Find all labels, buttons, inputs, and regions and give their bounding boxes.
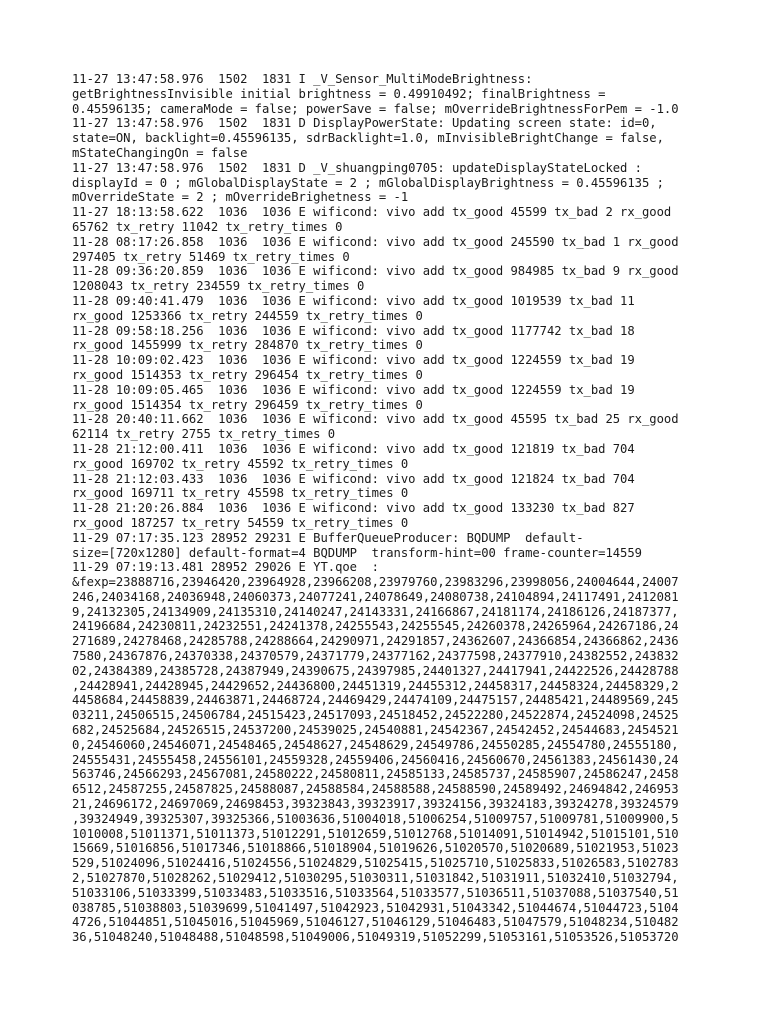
log-line: 15669,51016856,51017346,51018866,51018904,51019626,51020570,51020689,51021953,51023: [72, 841, 679, 856]
log-line: size=[720x1280] default-format=4 BQDUMP transform-hint=00 frame-counter=14559: [72, 545, 642, 560]
log-line: 11-28 10:09:02.423 1036 1036 E wificond: vivo add tx_good 1224559 tx_bad 19: [72, 353, 635, 368]
log-line: 24196684,24230811,24232551,24241378,24255543,24255545,24260378,24265964,24267186,24: [72, 619, 679, 634]
log-line: 682,24525684,24526515,24537200,24539025,24540881,24542367,24542452,24544683,2454521: [72, 723, 679, 738]
log-line: &fexp=23888716,23946420,23964928,23966208,23979760,23983296,23998056,24004644,24007: [72, 575, 679, 590]
log-line: rx_good 169711 tx_retry 45598 tx_retry_times 0: [72, 486, 409, 501]
log-line: ,24428941,24428945,24429652,24436800,24451319,24455312,24458317,24458324,24458329,2: [72, 678, 679, 693]
log-text-block: [72, 72, 698, 945]
log-line: 11-29 07:19:13.481 28952 29026 E YT.qoe :: [72, 560, 379, 575]
log-line: 11-28 08:17:26.858 1036 1036 E wificond: vivo add tx_good 245590 tx_bad 1 rx_good: [72, 234, 679, 249]
log-line: 1010008,51011371,51011373,51012291,51012659,51012768,51014091,51014942,51015101,510: [72, 826, 679, 841]
log-line: state=ON, backlight=0.45596135, sdrBacklight=1.0, mInvisibleBrightChange = false,: [72, 131, 664, 146]
log-line: 9,24132305,24134909,24135310,24140247,24143331,24166867,24181174,24186126,24187377,: [72, 604, 679, 619]
log-line: 02,24384389,24385728,24387949,24390675,24397985,24401327,24417941,24422526,24428788: [72, 663, 679, 678]
log-line: mStateChangingOn = false: [72, 145, 248, 160]
log-line: 2,51027870,51028262,51029412,51030295,51030311,51031842,51031911,51032410,51032794,: [72, 871, 679, 886]
log-line: 246,24034168,24036948,24060373,24077241,24078649,24080738,24104894,24117491,2412081: [72, 589, 679, 604]
log-line: displayId = 0 ; mGlobalDisplayState = 2 ; mGlobalDisplayBrightness = 0.45596135 ;: [72, 175, 664, 190]
log-line: 51033106,51033399,51033483,51033516,51033564,51033577,51036511,51037088,51037540,51: [72, 885, 679, 900]
log-line: 6512,24587255,24587825,24588087,24588584,24588588,24588590,24589492,24694842,246953: [72, 782, 679, 797]
log-line: 0,24546060,24546071,24548465,24548627,24548629,24549786,24550285,24554780,24555180,: [72, 737, 679, 752]
log-line: 65762 tx_retry 11042 tx_retry_times 0: [72, 219, 343, 234]
log-line: 4458684,24458839,24463871,24468724,24469429,24474109,24475157,24485421,24489569,245: [72, 693, 679, 708]
log-line: 529,51024096,51024416,51024556,51024829,51025415,51025710,51025833,51026583,5102783: [72, 856, 679, 871]
log-line: 11-28 09:36:20.859 1036 1036 E wificond: vivo add tx_good 984985 tx_bad 9 rx_good: [72, 264, 679, 279]
log-line: 271689,24278468,24285788,24288664,24290971,24291857,24362607,24366854,24366862,2436: [72, 634, 679, 649]
log-line: 038785,51038803,51039699,51041497,51042923,51042931,51043342,51044674,51044723,5104: [72, 900, 679, 915]
log-line: 297405 tx_retry 51469 tx_retry_times 0: [72, 249, 350, 264]
log-line: 03211,24506515,24506784,24515423,24517093,24518452,24522280,24522874,24524098,24525: [72, 708, 679, 723]
log-line: rx_good 187257 tx_retry 54559 tx_retry_times 0: [72, 515, 409, 530]
log-line: 1208043 tx_retry 234559 tx_retry_times 0: [72, 279, 365, 294]
log-line: 563746,24566293,24567081,24580222,24580811,24585133,24585737,24585907,24586247,2458: [72, 767, 679, 782]
log-line: 62114 tx_retry 2755 tx_retry_times 0: [72, 427, 336, 442]
log-line: 24555431,24555458,24556101,24559328,24559406,24560416,24560670,24561383,24561430,24: [72, 752, 679, 767]
log-line: 11-27 13:47:58.976 1502 1831 D _V_shuangping0705: updateDisplayStateLocked :: [72, 160, 642, 175]
log-line: rx_good 1514354 tx_retry 296459 tx_retry_times 0: [72, 397, 423, 412]
log-line: 11-28 21:12:00.411 1036 1036 E wificond: vivo add tx_good 121819 tx_bad 704: [72, 441, 635, 456]
log-line: 11-28 09:58:18.256 1036 1036 E wificond: vivo add tx_good 1177742 tx_bad 18: [72, 323, 635, 338]
log-line: getBrightnessInvisible initial brightness = 0.49910492; finalBrightness =: [72, 86, 606, 101]
log-line: 11-27 13:47:58.976 1502 1831 D DisplayPowerState: Updating screen state: id=0,: [72, 116, 657, 131]
log-line: 4726,51044851,51045016,51045969,51046127,51046129,51046483,51047579,51048234,510482: [72, 915, 679, 930]
log-line: mOverrideState = 2 ; mOverrideBrighetness = -1: [72, 190, 409, 205]
log-line: 0.45596135; cameraMode = false; powerSave = false; mOverrideBrightnessForPem = -1.0: [72, 101, 679, 116]
log-line: 11-28 10:09:05.465 1036 1036 E wificond: vivo add tx_good 1224559 tx_bad 19: [72, 382, 635, 397]
log-line: 11-29 07:17:35.123 28952 29231 E BufferQueueProducer: BQDUMP default-: [72, 530, 584, 545]
log-line: 11-28 20:40:11.662 1036 1036 E wificond: vivo add tx_good 45595 tx_bad 25 rx_good: [72, 412, 679, 427]
log-line: 36,51048240,51048488,51048598,51049006,51049319,51052299,51053161,51053526,51053720: [72, 930, 679, 945]
log-line: rx_good 1253366 tx_retry 244559 tx_retry_times 0: [72, 308, 423, 323]
log-line: 11-28 21:20:26.884 1036 1036 E wificond: vivo add tx_good 133230 tx_bad 827: [72, 501, 635, 516]
log-line: ,39324949,39325307,39325366,51003636,51004018,51006254,51009757,51009781,51009900,5: [72, 811, 679, 826]
log-line: 11-27 13:47:58.976 1502 1831 I _V_Sensor_MultiModeBrightness:: [72, 72, 533, 86]
log-line: 11-27 18:13:58.622 1036 1036 E wificond: vivo add tx_good 45599 tx_bad 2 rx_good: [72, 205, 672, 220]
log-line: rx_good 169702 tx_retry 45592 tx_retry_times 0: [72, 456, 409, 471]
log-line: rx_good 1455999 tx_retry 284870 tx_retry_times 0: [72, 338, 423, 353]
log-line: 11-28 21:12:03.433 1036 1036 E wificond: vivo add tx_good 121824 tx_bad 704: [72, 471, 635, 486]
log-line: 7580,24367876,24370338,24370579,24371779,24377162,24377598,24377910,24382552,243832: [72, 649, 679, 664]
log-line: 21,24696172,24697069,24698453,39323843,39323917,39324156,39324183,39324278,39324579: [72, 797, 679, 812]
log-line: rx_good 1514353 tx_retry 296454 tx_retry_times 0: [72, 367, 423, 382]
log-line: 11-28 09:40:41.479 1036 1036 E wificond: vivo add tx_good 1019539 tx_bad 11: [72, 293, 635, 308]
